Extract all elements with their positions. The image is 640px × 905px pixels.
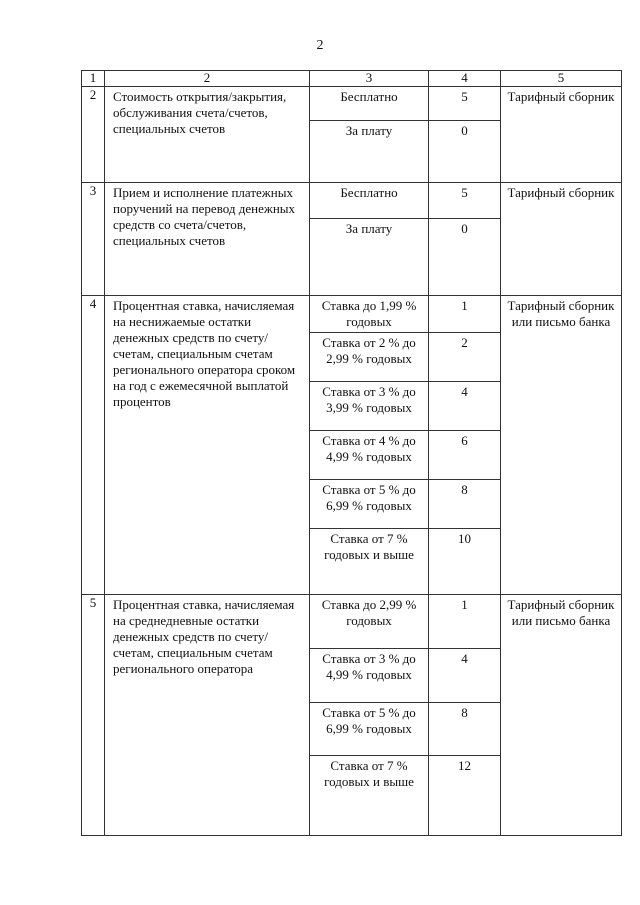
score-cell: 0: [429, 121, 501, 183]
score-cell: 5: [429, 183, 501, 219]
condition-cell: За плату: [310, 219, 429, 296]
header-cell: 3: [310, 71, 429, 87]
condition-cell: Ставка от 3 % до 4,99 % годовых: [310, 649, 429, 703]
criterion-name: Процентная ставка, начисляемая на среднедневные остатки денежных средств по счету/счетам, специальным счетам регионального оператора: [105, 595, 310, 836]
condition-cell: Ставка от 7 % годовых и выше: [310, 529, 429, 595]
source-cell: Тарифный сборник: [501, 183, 622, 296]
header-cell: 4: [429, 71, 501, 87]
condition-cell: Ставка до 1,99 % годовых: [310, 296, 429, 333]
condition-cell: Бесплатно: [310, 183, 429, 219]
condition-cell: Ставка от 3 % до 3,99 % годовых: [310, 382, 429, 431]
score-cell: 8: [429, 703, 501, 756]
table-header-row: [82, 71, 622, 87]
condition-cell: Ставка от 7 % годовых и выше: [310, 756, 429, 836]
score-cell: 1: [429, 296, 501, 333]
score-cell: 0: [429, 219, 501, 296]
criterion-name: Стоимость открытия/закрытия, обслуживания счета/счетов, специальных счетов: [105, 87, 310, 183]
score-cell: 1: [429, 595, 501, 649]
score-cell: 12: [429, 756, 501, 836]
criterion-name: Прием и исполнение платежных поручений на перевод денежных средств со счета/счетов, специальных счетов: [105, 183, 310, 296]
criteria-table: [81, 70, 622, 836]
table-row: [82, 87, 622, 121]
condition-cell: Ставка до 2,99 % годовых: [310, 595, 429, 649]
row-number: 5: [82, 595, 105, 836]
table-row: [82, 595, 622, 649]
condition-cell: Бесплатно: [310, 87, 429, 121]
table-row: [82, 183, 622, 219]
source-cell: Тарифный сборник: [501, 87, 622, 183]
score-cell: 2: [429, 333, 501, 382]
condition-cell: Ставка от 4 % до 4,99 % годовых: [310, 431, 429, 480]
score-cell: 4: [429, 649, 501, 703]
condition-cell: Ставка от 2 % до 2,99 % годовых: [310, 333, 429, 382]
source-cell: Тарифный сборник или письмо банка: [501, 595, 622, 836]
score-cell: 10: [429, 529, 501, 595]
page-number: 2: [316, 38, 324, 53]
condition-cell: За плату: [310, 121, 429, 183]
condition-cell: Ставка от 5 % до 6,99 % годовых: [310, 480, 429, 529]
score-cell: 8: [429, 480, 501, 529]
score-cell: 5: [429, 87, 501, 121]
row-number: 2: [82, 87, 105, 183]
score-cell: 6: [429, 431, 501, 480]
table-row: [82, 296, 622, 333]
criterion-name: Процентная ставка, начисляемая на неснижаемые остатки денежных средств по счету/счетам, специальным счетам регионального оператора сроком на год с ежемесячной выплатой процентов: [105, 296, 310, 595]
header-cell: 1: [82, 71, 105, 87]
header-cell: 2: [105, 71, 310, 87]
score-cell: 4: [429, 382, 501, 431]
header-cell: 5: [501, 71, 622, 87]
source-cell: Тарифный сборник или письмо банка: [501, 296, 622, 595]
row-number: 3: [82, 183, 105, 296]
row-number: 4: [82, 296, 105, 595]
condition-cell: Ставка от 5 % до 6,99 % годовых: [310, 703, 429, 756]
